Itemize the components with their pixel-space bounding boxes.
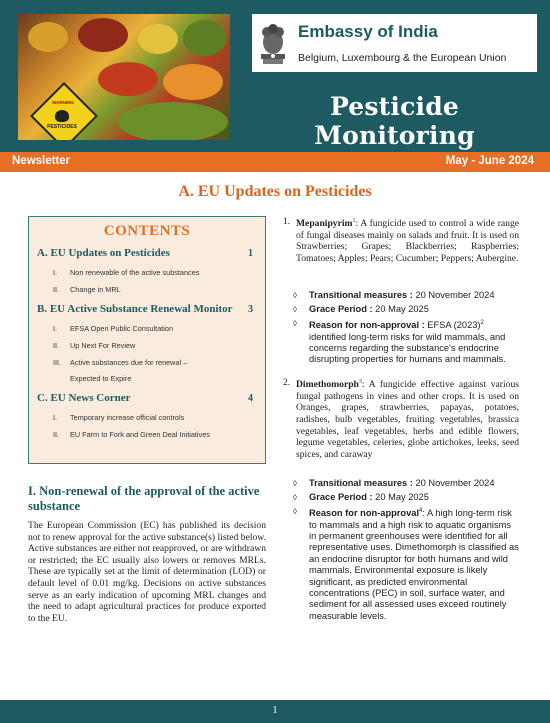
contents-section-b[interactable]: B. EU Active Substance Renewal Monitor xyxy=(37,303,233,315)
footnote-ref[interactable]: 3 xyxy=(358,379,362,385)
contents-page-a: 1 xyxy=(248,248,253,259)
contents-page-b: 3 xyxy=(248,304,253,315)
contents-page-c: 4 xyxy=(248,393,253,404)
produce-shape xyxy=(163,64,223,100)
substance-item-dimethomorph xyxy=(283,377,519,460)
embassy-logo-box xyxy=(252,14,537,72)
warning-sign-top-text: WARNING xyxy=(52,100,74,105)
bullet-diamond-icon: ◊ xyxy=(293,479,297,488)
substance-item-mepanipyrim xyxy=(283,216,519,265)
produce-shape xyxy=(138,24,178,54)
produce-shape xyxy=(78,18,128,52)
item-number: 1. xyxy=(283,216,291,227)
newsletter-title: Pesticide Monitoring xyxy=(314,92,475,150)
intro-paragraph: The European Commission (EC) has published its decision not to renew approval for the active substance(s) listed below. Active substances are either not reapproved, or are withdrawn or restricted; the EC usually also lowers or removes MRLs. These are typically set at the limit of determination (LOD) or default level of 0.01 mg/kg. Decisions on active substances serve as an early indication of upcoming MRL changes and the need to adapt agricultural practices for produce exported to the EU. xyxy=(28,520,266,624)
section-heading: A. EU Updates on Pesticides xyxy=(178,183,372,200)
bullet-diamond-icon: ◊ xyxy=(293,507,297,516)
substance-description: : A fungicide effective against various fungal pathogens in vines and other crops. It is used on Oranges, grapes, strawberries, papayas, potatoes, radishes, bulb vegetables, fruiting vegetables, brassica vegetables, leaf vegetables, herbs and edible flowers, legume vegetables, celeries, globe artichokes, leeks, seed spices, and caraway xyxy=(296,379,519,460)
warning-sign-bottom-text: PESTICIDES xyxy=(47,124,77,130)
newsletter-bar xyxy=(0,152,550,172)
contents-box xyxy=(28,216,266,464)
grace-period-row: ◊ Grace Period : 20 May 2025 xyxy=(293,304,429,314)
transitional-measures-row: ◊ Transitional measures : 20 November 2024 xyxy=(293,290,495,300)
substance-description: : A fungicide used to control a wide range of fungal diseases mainly on salads and fruit. It is used on Strawberries; Grapes; Blackberries; Raspberries; Tomatoes; Apples; Pears; Cucumber; Peppers; Aubergine. xyxy=(296,218,519,264)
contents-item[interactable]: II. Change in MRL xyxy=(53,285,121,294)
transitional-measures-row: ◊ Transitional measures : 20 November 2024 xyxy=(293,478,495,488)
contents-item[interactable]: I. Non renewable of the active substances xyxy=(53,268,200,277)
newsletter-label: Newsletter xyxy=(12,155,71,167)
national-emblem-icon xyxy=(258,20,288,66)
contents-section-a[interactable]: A. EU Updates on Pesticides xyxy=(37,247,170,259)
substance-name: Mepanipyrim xyxy=(296,218,353,230)
bullet-diamond-icon: ◊ xyxy=(293,291,297,300)
page-number: 1 xyxy=(272,705,278,716)
produce-shape xyxy=(183,20,227,56)
header-banner xyxy=(0,0,550,152)
skull-icon xyxy=(55,110,69,122)
contents-item[interactable]: I. EFSA Open Public Consultation xyxy=(53,324,174,333)
produce-shape xyxy=(28,22,68,52)
footer-bar xyxy=(0,700,550,723)
embassy-subtitle: Belgium, Luxembourg & the European Union xyxy=(298,52,507,64)
contents-section-c[interactable]: C. EU News Corner xyxy=(37,392,131,404)
subsection-heading: I. Non-renewal of the approval of the active substance xyxy=(28,484,260,513)
produce-shape xyxy=(98,62,158,96)
reason-row: ◊ Reason for non-approval$^4$: A high long-term risk to mammals and a high risk to aquatic organisms in permanent greenhouses were identified for all representative uses. Dimethomorph is classified as an endocrine disruptor for both humans and wild mammals. Environmental exposure is likely significant, as predicted environmental concentrations (PEC) in soil, surface water, and sediment for all assessed uses exceed routinely measurable levels. xyxy=(293,507,519,621)
contents-heading: CONTENTS xyxy=(103,223,191,239)
contents-item[interactable]: II. EU Farm to Fork and Green Deal Initiatives xyxy=(53,430,210,439)
embassy-title: Embassy of India xyxy=(298,22,438,41)
contents-item[interactable]: I. Temporary increase official controls xyxy=(53,413,185,422)
contents-item[interactable]: Expected to Expire xyxy=(70,374,132,383)
grace-period-row: ◊ Grace Period : 20 May 2025 xyxy=(293,492,429,502)
contents-item[interactable]: III. Active substances due for renewal – xyxy=(53,358,188,367)
reason-row: ◊ Reason for non-approval : EFSA $(2023)^2$ identified long-term risks for wild mammals, and concerns regarding the substance's endocrine disrupting properties for humans and mammals. xyxy=(293,319,506,365)
issue-date: May - June 2024 xyxy=(445,155,534,167)
bullet-diamond-icon: ◊ xyxy=(293,319,297,328)
footnote-ref[interactable]: 1 xyxy=(352,218,356,224)
produce-shape xyxy=(118,102,228,140)
hero-image-produce xyxy=(18,14,230,140)
item-number: 2. xyxy=(283,377,291,388)
contents-item[interactable]: II. Up Next For Review xyxy=(53,341,136,350)
bullet-diamond-icon: ◊ xyxy=(293,493,297,502)
bullet-diamond-icon: ◊ xyxy=(293,305,297,314)
substance-name: Dimethomorph xyxy=(296,379,359,391)
